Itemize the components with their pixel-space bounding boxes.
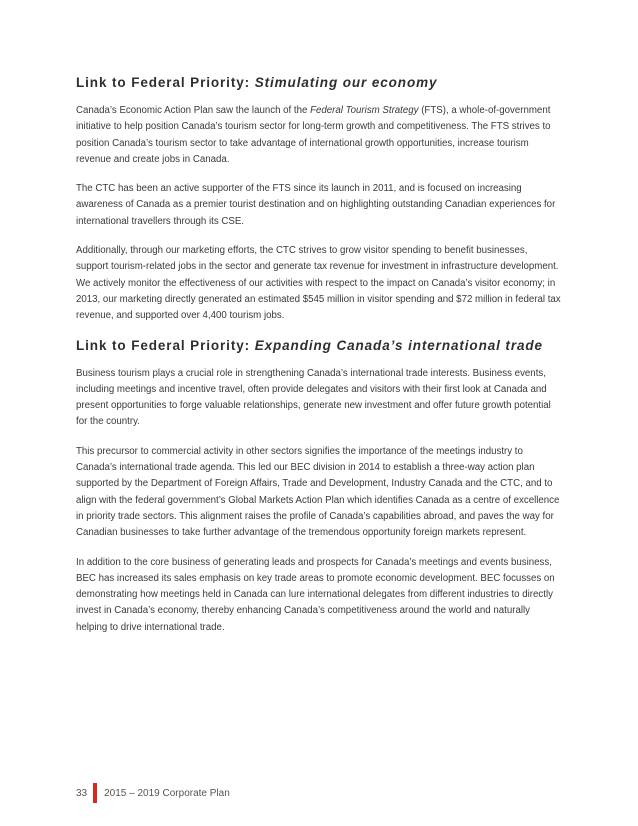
paragraph-text: Canada’s Economic Action Plan saw the launch of the bbox=[76, 105, 311, 116]
paragraph-text: (FTS), a whole-of-government initiative to help position Canada’s tourism sector for long-term growth and competitiveness. The FTS strives to position Canada’s tourism sector to take advantage of international growth opportunities, increase tourism revenue and create jobs in Canada. bbox=[76, 105, 551, 165]
footer-title: 2015 – 2019 Corporate Plan bbox=[104, 787, 230, 799]
heading-prefix: Link to Federal Priority: bbox=[76, 75, 251, 90]
section-heading-economy bbox=[76, 75, 562, 91]
paragraph-commercial-precursor: This precursor to commercial activity in other sectors signifies the importance of the meetings industry to Canada’s international trade agenda. This led our BEC division in 2014 to establish a three-way action plan supported by the Department of Foreign Affairs, Trade and Development, Industry Canada and the CTC, and to align with the federal government’s Global Markets Action Plan which identifies Canada as a centre of excellence in priority trade sectors. This alignment raises the profile of Canada’s capabilities abroad, and paves the way for Canadian businesses to take further advantage of the tremendous opportunity foreign markets represent. bbox=[76, 445, 560, 539]
paragraph-fts-launch bbox=[76, 103, 562, 168]
paragraph-bec-emphasis: In addition to the core business of generating leads and prospects for Canada’s meetings and events business, BEC has increased its sales emphasis on key trade areas to promote economic development. BEC focusses on demonstrating how meetings held in Canada can lure international delegates from different industries to directly invest in Canada’s economy, thereby enhancing Canada’s competitiveness around the world and naturally helping to drive international trade. bbox=[76, 556, 555, 633]
paragraph-italic-title: Federal Tourism Strategy bbox=[310, 105, 419, 116]
heading-emphasis: Stimulating our economy bbox=[254, 75, 438, 90]
heading-emphasis: Expanding Canada’s international trade bbox=[254, 337, 543, 353]
footer-divider bbox=[93, 783, 97, 803]
paragraph-ctc-support: The CTC has been an active supporter of the FTS since its launch in 2011, and is focused on increasing awareness of Canada as a premier tourist destination and on highlighting outstanding Canadian experiences for international travellers through its CSE. bbox=[76, 183, 556, 227]
paragraph-business-tourism: Business tourism plays a crucial role in strengthening Canada’s international trade interests. Business events, including meetings and incentive travel, often provide delegates and visitors with their first look at Canada and present opportunities to forge valuable relationships, generate new investment and offer future growth potential for the country. bbox=[76, 367, 551, 428]
page-footer bbox=[76, 783, 230, 803]
page-number: 33 bbox=[76, 787, 88, 799]
page-content bbox=[76, 75, 562, 649]
paragraph-marketing-efforts: Additionally, through our marketing efforts, the CTC strives to grow visitor spending to benefit businesses, support tourism-related jobs in the sector and generate tax revenue for investment in infrastructure development. We actively monitor the effectiveness of our activities with respect to the impact on Canada’s visitor economy; in 2013, our marketing directly generated an estimated $545 million in visitor spending and $72 million in federal tax revenue, and supported over 4,400 tourism jobs. bbox=[76, 245, 561, 322]
heading-prefix: Link to Federal Priority: bbox=[76, 337, 251, 353]
section-heading-trade bbox=[76, 338, 562, 354]
